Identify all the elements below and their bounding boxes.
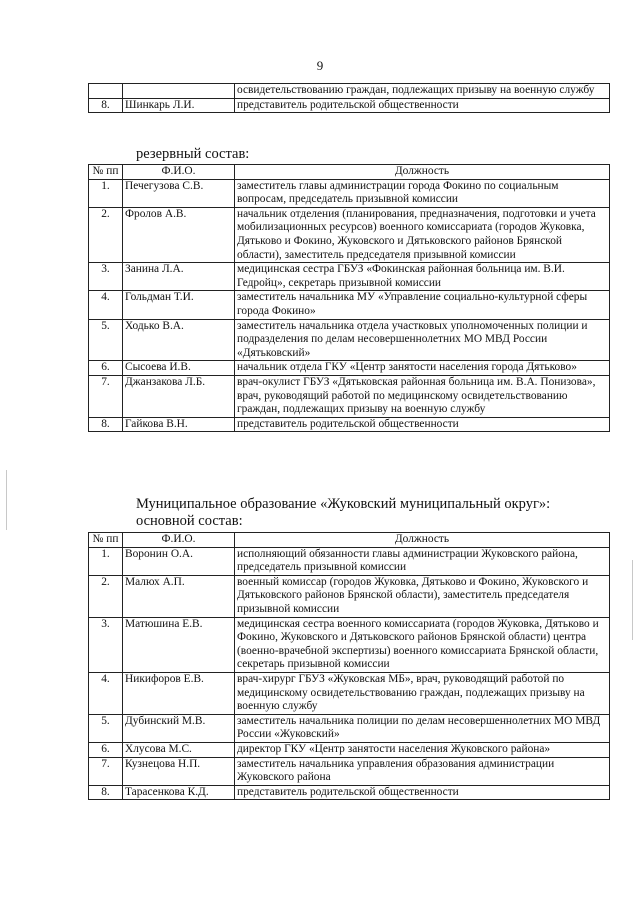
row-name: Джанзакова Л.Б. (123, 375, 235, 417)
row-position: заместитель начальника полиции по делам несовершеннолетних МО МВД России «Жуковский» (235, 714, 610, 742)
row-position: заместитель начальника отдела участковых уполномоченных полиции и подразделения по делам несовершеннолетних МО МВД России «Дятьковский» (235, 319, 610, 361)
main-heading: основной состав: (136, 513, 243, 529)
table-row (89, 742, 610, 757)
row-number: 7. (89, 375, 123, 417)
main-table (88, 532, 610, 800)
row-position: заместитель начальника управления образования администрации Жуковского района (235, 757, 610, 785)
row-number: 5. (89, 714, 123, 742)
row-number: 8. (89, 98, 123, 113)
table-row (89, 714, 610, 742)
row-position: врач-окулист ГБУЗ «Дятьковская районная больница им. В.А. Понизова», врач, руководящий работой по медицинскому освидетельствованию граждан, подлежащих призыву на военную службу (235, 375, 610, 417)
row-name: Малюх А.П. (123, 575, 235, 617)
row-position: начальник отделения (планирования, предназначения, подготовки и учета мобилизационных ресурсов) военного комиссариата (городов Жуковка, Дятьково и Фокино, Жуковского и Дятьковского районов Брянской области), заместитель председателя призывной комиссии (235, 207, 610, 262)
table-row (89, 179, 610, 207)
row-number: 2. (89, 207, 123, 262)
row-position: представитель родительской общественности (235, 98, 610, 113)
table-row (89, 84, 610, 99)
table-row (89, 547, 610, 575)
row-position: директор ГКУ «Центр занятости населения Жуковского района» (235, 742, 610, 757)
row-number: 7. (89, 757, 123, 785)
row-number: 4. (89, 291, 123, 319)
table-header-row (89, 165, 610, 180)
row-number (89, 84, 123, 99)
table-row (89, 672, 610, 714)
row-position: заместитель начальника МУ «Управление социально-культурной сферы города Фокино» (235, 291, 610, 319)
scan-artifact-line (6, 470, 7, 530)
row-number: 8. (89, 417, 123, 432)
row-position: военный комиссар (городов Жуковка, Дятьково и Фокино, Жуковского и Дятьковского районов Брянской области), заместитель председателя призывной комиссии (235, 575, 610, 617)
row-number: 1. (89, 179, 123, 207)
row-number: 6. (89, 361, 123, 376)
table-row (89, 361, 610, 376)
header-position: Должность (235, 165, 610, 180)
row-name: Хлусова М.С. (123, 742, 235, 757)
row-number: 6. (89, 742, 123, 757)
table-row (89, 291, 610, 319)
table-header-row (89, 533, 610, 548)
row-name: Ходько В.А. (123, 319, 235, 361)
row-number: 8. (89, 785, 123, 800)
row-position: медицинская сестра военного комиссариата (городов Жуковка, Дятьково и Фокино, Жуковского и Дятьковского районов Брянской области) центра (военно-врачебной экспертизы) военного комиссариата Брянской области, секретарь призывной комиссии (235, 617, 610, 672)
header-name: Ф.И.О. (123, 165, 235, 180)
row-name: Занина Л.А. (123, 263, 235, 291)
header-name: Ф.И.О. (123, 533, 235, 548)
table-row (89, 375, 610, 417)
municipality-heading: Муниципальное образование «Жуковский муниципальный округ»: (136, 496, 551, 512)
row-name: Тарасенкова К.Д. (123, 785, 235, 800)
row-name: Сысоева И.В. (123, 361, 235, 376)
table-row (89, 575, 610, 617)
row-name: Никифоров Е.В. (123, 672, 235, 714)
table-row (89, 757, 610, 785)
row-name: Печегузова С.В. (123, 179, 235, 207)
row-position: заместитель главы администрации города Фокино по социальным вопросам, председатель призывной комиссии (235, 179, 610, 207)
row-name: Гайкова В.Н. (123, 417, 235, 432)
page-number: 9 (316, 58, 324, 73)
row-position: освидетельствованию граждан, подлежащих призыву на военную службу (235, 84, 610, 99)
table-row (89, 785, 610, 800)
row-name: Дубинский М.В. (123, 714, 235, 742)
municipality-heading-block (136, 496, 550, 530)
row-name: Кузнецова Н.П. (123, 757, 235, 785)
row-name (123, 84, 235, 99)
table-row (89, 98, 610, 113)
table-row (89, 617, 610, 672)
header-num: № пп (89, 165, 123, 180)
row-position: исполняющий обязанности главы администрации Жуковского района, председатель призывной комиссии (235, 547, 610, 575)
row-number: 3. (89, 263, 123, 291)
header-position: Должность (235, 533, 610, 548)
header-num: № пп (89, 533, 123, 548)
reserve-heading: резервный состав: (136, 146, 250, 162)
row-name: Воронин О.А. (123, 547, 235, 575)
main-table-body (89, 547, 610, 800)
row-position: представитель родительской общественности (235, 785, 610, 800)
row-number: 3. (89, 617, 123, 672)
row-name: Матюшина Е.В. (123, 617, 235, 672)
row-name: Шинкарь Л.И. (123, 98, 235, 113)
continuation-table-body (89, 84, 610, 113)
continuation-table (88, 83, 610, 113)
reserve-table-body (89, 179, 610, 432)
row-name: Гольдман Т.И. (123, 291, 235, 319)
row-number: 5. (89, 319, 123, 361)
row-number: 1. (89, 547, 123, 575)
table-row (89, 319, 610, 361)
row-number: 4. (89, 672, 123, 714)
row-name: Фролов А.В. (123, 207, 235, 262)
row-position: медицинская сестра ГБУЗ «Фокинская районная больница им. В.И. Гедройц», секретарь призывной комиссии (235, 263, 610, 291)
row-number: 2. (89, 575, 123, 617)
table-row (89, 207, 610, 262)
row-position: представитель родительской общественности (235, 417, 610, 432)
table-row (89, 417, 610, 432)
table-row (89, 263, 610, 291)
row-position: начальник отдела ГКУ «Центр занятости населения города Дятьково» (235, 361, 610, 376)
scan-artifact-line (632, 560, 633, 640)
reserve-table (88, 164, 610, 432)
row-position: врач-хирург ГБУЗ «Жуковская МБ», врач, руководящий работой по медицинскому освидетельствованию граждан, подлежащих призыву на военную службу (235, 672, 610, 714)
